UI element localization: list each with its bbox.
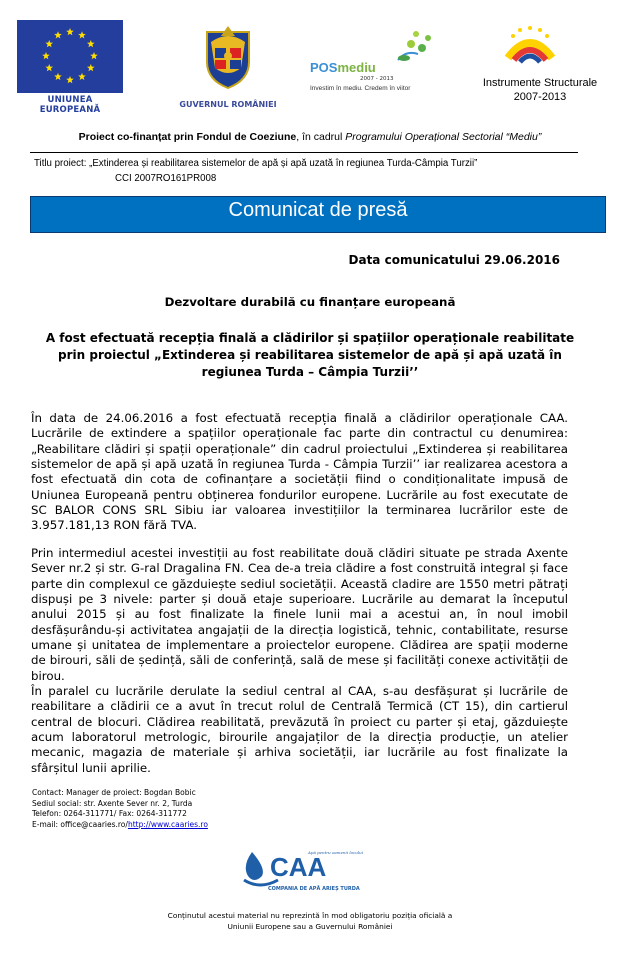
section-heading: Dezvoltare durabilă cu finanțare europeană	[164, 295, 456, 309]
posmediu-years: 2007 - 2013	[360, 76, 394, 82]
paragraph-2: Prin intermediul acestei investiții au fost reabilitate două clădiri situate pe strada Axente Sever nr.2 și str. G-ral Dragalina FN. Cea de-a treia clădire a fost construită integral și face parte din complexul ce găzduiește sediul societății. Această cladire are 1550 metri pătrați dispuși pe 3 nivele: parter și două etaje superioare. Lucrările au demarat la începutul anului 2015 și au fost finalizate la finele lunii mai a acestui an, în noul imobil desfășurându-și activitatea angajații de la direcția logistică, tehnic, contabilitate, resurse umane și unitatea de implementare a proiectelor europene. Clădirea are spații moderne de birouri, săli de ședință, săli de conferință, sală de mese și facilități conexe activității de birou.	[31, 546, 568, 683]
romania-crest-logo	[203, 22, 253, 90]
cofinancing-program: Programului Operațional Sectorial “Mediu”	[345, 131, 542, 143]
posmediu-title-pos: POS	[310, 60, 338, 75]
contact-email-line	[32, 820, 208, 831]
release-date: Data comunicatului 29.06.2016	[348, 253, 560, 267]
posmediu-title-mediu: mediu	[337, 60, 376, 75]
eu-star-icon	[45, 40, 53, 47]
press-release-banner-text: Comunicat de presă	[228, 199, 408, 221]
eu-star-icon	[87, 64, 95, 71]
project-cci: CCI 2007RO161PR008	[115, 173, 217, 184]
eu-star-icon	[78, 73, 86, 80]
caa-logo-tagline: Apă pentru oamenii locului	[308, 850, 363, 855]
instrumente-structurale-logo	[500, 18, 560, 73]
paragraph-3: În paralel cu lucrările derulate la sediul central al CAA, s-au desfășurat și lucrările de reabilitare a clădirii ce a avut în trecut rolul de Centrală Termică (CT 15), din cartierul central de blocuri. Clădirea reabilitată, prevăzută în proiect cu parter și etaj, găzduiește acum laboratorul metrologic, birourile angajaților de la direcția producție, un atelier mecanic, magazia de materiale și arhiva societății, iar lucrările au fost finalizate la sfârșitul lunii aprilie.	[31, 684, 568, 775]
paragraph-1: În data de 24.06.2016 a fost efectuată recepția finală a clădirilor operaționale CAA. Lucrările de extindere a spațiilor operaționale fac parte din contractul cu denumirea: „Reabilitare clădiri și spații operaționale” din cadrul proiectului „Extinderea și reabilitarea sistemelor de apă și apă uzată în regiunea Turda - Câmpia Turzii’’ iar realizarea acestora a fost efectuată din cota de cofinanțare a societății fiind o condiționalitate impusă de Uniunea Europeană pentru obținerea fondurilor europene. Lucrările au fost executate de SC BALOR CONS SRL Sibiu iar valoarea investițiilor la terminarea lucrărilor este de 3.957.181,13 RON fără TVA.	[31, 411, 568, 533]
eu-star-icon	[54, 31, 62, 38]
contact-phone: Telefon: 0264-311771/ Fax: 0264-311772	[32, 809, 187, 818]
release-subtitle: A fost efectuată recepția finală a clădirilor și spațiilor operaționale reabilitate prin proiectul „Extinderea și reabilitarea sistemelor de apă și apă uzată în regiunea Turda – Câmpia Turzii’’	[45, 331, 575, 379]
eu-star-icon	[87, 40, 95, 47]
disclaimer-line-2: Uniunii Europene sau a Guvernului României	[227, 921, 393, 931]
romania-caption: GUVERNUL ROMÂNIEI	[179, 100, 277, 109]
eu-flag-logo	[17, 20, 123, 93]
posmediu-slogan: Investim în mediu. Credem în viitor	[310, 85, 411, 92]
caa-logo	[238, 846, 383, 896]
instrumente-structurale-years: 2007-2013	[513, 91, 567, 103]
caa-logo-name: CAA	[270, 852, 327, 882]
cofinancing-fund: Proiect co-finanțat prin Fondul de Coeziune	[78, 131, 297, 143]
contact-address: Sediul social: str. Axente Sever nr. 2, Turda	[32, 798, 193, 808]
disclaimer-line-1: Conținutul acestui material nu reprezintă în mod obligatoriu poziția oficială a	[167, 911, 453, 920]
eu-caption: UNIUNEA EUROPEANĂ	[39, 95, 101, 115]
eu-star-icon	[90, 52, 98, 59]
eu-star-icon	[66, 28, 74, 35]
posmediu-title	[310, 60, 376, 75]
project-title: Titlu proiect: „Extinderea și reabilitarea sistemelor de apă și apă uzată în regiunea Turda-Câmpia Turzii”	[34, 158, 478, 169]
contact-email[interactable]: E-mail: office@caaries.ro/	[32, 819, 128, 829]
caa-logo-full-name: COMPANIA DE APĂ ARIEȘ TURDA	[268, 886, 360, 892]
cofinancing-joiner: , în cadrul	[296, 131, 346, 143]
contact-manager: Contact: Manager de proiect: Bogdan Bobic	[32, 788, 196, 797]
eu-star-icon	[78, 31, 86, 38]
eu-star-icon	[54, 73, 62, 80]
website-link[interactable]: http://www.caaries.ro	[127, 819, 208, 829]
cofinancing-statement	[30, 131, 590, 143]
eu-star-icon	[66, 76, 74, 83]
contact-block	[32, 788, 208, 830]
disclaimer-footer	[100, 911, 520, 932]
instrumente-structurale-label: Instrumente Structurale	[482, 77, 598, 89]
eu-star-icon	[45, 64, 53, 71]
eu-stars-icon	[17, 20, 123, 93]
eu-star-icon	[42, 52, 50, 59]
divider-line	[30, 152, 578, 153]
